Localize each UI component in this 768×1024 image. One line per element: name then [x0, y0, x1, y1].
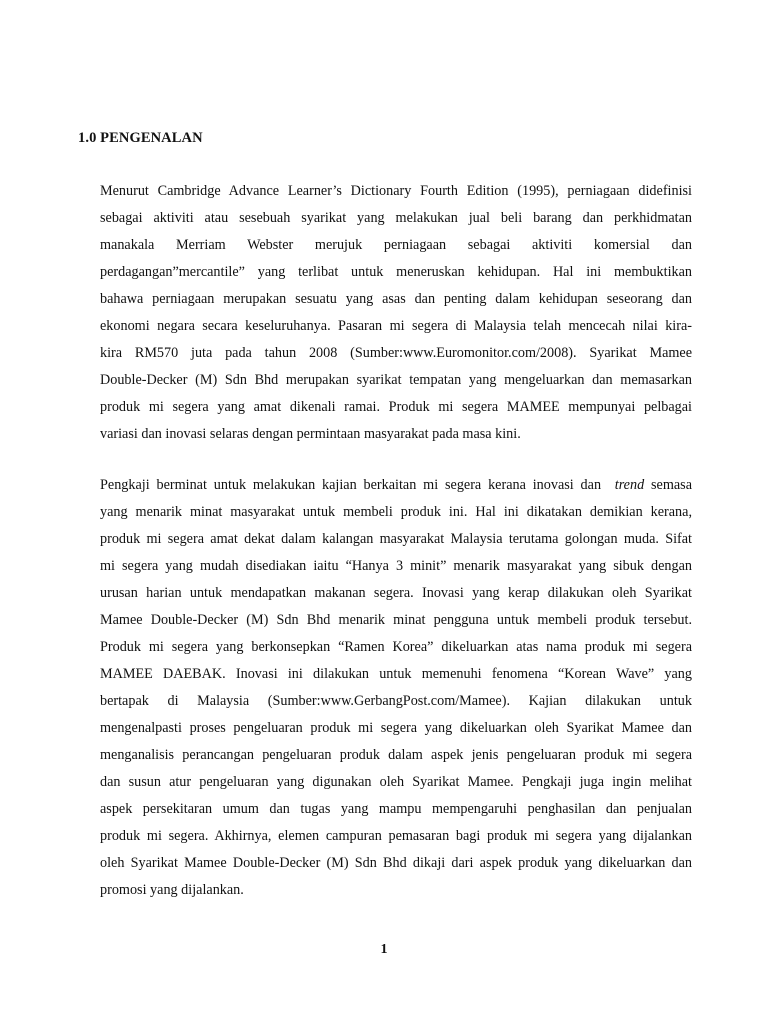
paragraph-line: menganalisis perancangan pengeluaran produk dalam aspek jenis pengeluaran produk mi segera — [100, 747, 692, 763]
first-line-text: Pengkaji berminat untuk melakukan kajian berkaitan mi segera kerana inovasi dan — [100, 477, 602, 493]
paragraph-line: yang menarik minat masyarakat untuk membeli produk ini. Hal ini dikatakan demikian kerana, — [100, 504, 692, 520]
paragraph-line: bahawa perniagaan merupakan sesuatu yang asas dan penting dalam kehidupan seseorang dan — [100, 291, 692, 307]
paragraph-line: kira RM570 juta pada tahun 2008 (Sumber:www.Euromonitor.com/2008). Syarikat Mamee — [100, 345, 692, 361]
section-heading: 1.0 PENGENALAN — [78, 130, 203, 146]
paragraph-line: bertapak di Malaysia (Sumber:www.GerbangPost.com/Mamee). Kajian dilakukan untuk — [100, 693, 692, 709]
paragraph-line: sebagai aktiviti atau sesebuah syarikat yang melakukan jual beli barang dan perkhidmatan — [100, 210, 692, 226]
paragraph-line: Produk mi segera yang berkonsepkan “Ramen Korea” dikeluarkan atas nama produk mi segera — [100, 639, 692, 655]
paragraph-research-motivation — [100, 472, 692, 904]
paragraph-line: mi segera yang mudah disediakan iaitu “Hanya 3 minit” menarik masyarakat yang sibuk dengan — [100, 558, 692, 574]
paragraph-line: dan susun atur pengeluaran yang digunakan oleh Syarikat Mamee. Pengkaji juga ingin melihat — [100, 774, 692, 790]
first-line-text-end: semasa — [651, 477, 693, 493]
paragraph-line: manakala Merriam Webster merujuk perniagaan sebagai aktiviti komersial dan — [100, 237, 692, 253]
paragraph-introduction — [100, 178, 692, 448]
paragraph-first-line — [100, 472, 692, 499]
paragraph-line: oleh Syarikat Mamee Double-Decker (M) Sdn Bhd dikaji dari aspek produk yang dikeluarkan dan — [100, 855, 692, 871]
paragraph-line: mengenalpasti proses pengeluaran produk mi segera yang dikeluarkan oleh Syarikat Mamee dan — [100, 720, 692, 736]
paragraph-line: urusan harian untuk mendapatkan makanan segera. Inovasi yang kerap dilakukan oleh Syarikat — [100, 585, 692, 601]
paragraph-line: Mamee Double-Decker (M) Sdn Bhd menarik minat pengguna untuk membeli produk tersebut. — [100, 612, 692, 628]
paragraph-line: produk mi segera amat dekat dalam kalangan masyarakat Malaysia terutama golongan muda. Sifat — [100, 531, 692, 547]
trend-italic-word: trend — [614, 477, 645, 493]
paragraph-line: Double-Decker (M) Sdn Bhd merupakan syarikat tempatan yang mengeluarkan dan memasarkan — [100, 372, 692, 388]
paragraph-line: Menurut Cambridge Advance Learner’s Dictionary Fourth Edition (1995), perniagaan didefinisi — [100, 183, 692, 199]
paragraph-line: aspek persekitaran umum dan tugas yang mampu mempengaruhi penghasilan dan penjualan — [100, 801, 692, 817]
paragraph-line: promosi yang dijalankan. — [100, 882, 244, 898]
paragraph-line: perdagangan”mercantile” yang terlibat untuk meneruskan kehidupan. Hal ini membuktikan — [100, 264, 692, 280]
paragraph-line: produk mi segera. Akhirnya, elemen campuran pemasaran bagi produk mi segera yang dijalankan — [100, 828, 692, 844]
paragraph-line: ekonomi negara secara keseluruhanya. Pasaran mi segera di Malaysia telah mencecah nilai kira- — [100, 318, 692, 334]
paragraph-line: variasi dan inovasi selaras dengan permintaan masyarakat pada masa kini. — [100, 426, 521, 442]
page-number: 1 — [380, 942, 388, 957]
paragraph-line: MAMEE DAEBAK. Inovasi ini dilakukan untuk memenuhi fenomena “Korean Wave” yang — [100, 666, 692, 682]
paragraph-line: produk mi segera yang amat dikenali ramai. Produk mi segera MAMEE mempunyai pelbagai — [100, 399, 692, 415]
